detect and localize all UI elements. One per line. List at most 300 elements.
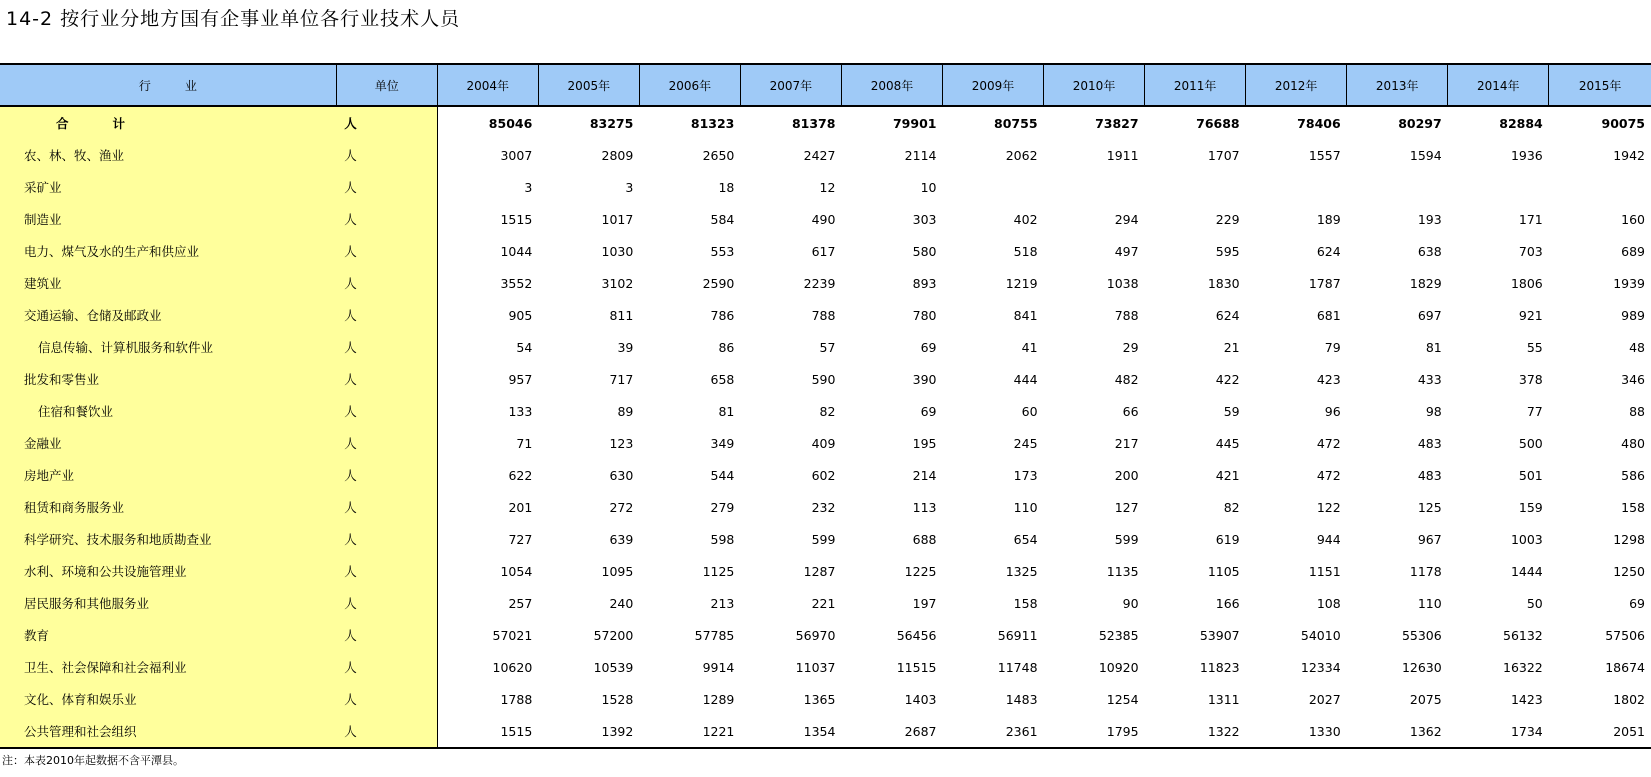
value-cell: 944 <box>1316 531 1341 547</box>
value-cell: 10920 <box>1098 659 1139 675</box>
value-cell: 279 <box>710 499 735 515</box>
value-cell: 88 <box>1629 403 1645 419</box>
value-cell: 905 <box>508 307 533 323</box>
value-cell: 159 <box>1518 499 1543 515</box>
industry-name: 居民服务和其他服务业 <box>0 587 336 619</box>
value-cell: 2062 <box>1005 147 1038 163</box>
value-cell: 622 <box>508 467 533 483</box>
value-cell: 788 <box>1114 307 1139 323</box>
value-cell: 617 <box>811 243 836 259</box>
value-cell: 501 <box>1518 467 1543 483</box>
value-cell: 1403 <box>904 691 937 707</box>
header-year: 2006年 <box>639 64 740 106</box>
header-year: 2013年 <box>1347 64 1448 106</box>
value-cell: 1044 <box>500 243 533 259</box>
value-cell: 2051 <box>1549 715 1651 748</box>
value-cell: 54010 <box>1300 627 1341 643</box>
value-cell: 518 <box>1013 243 1038 259</box>
header-row <box>0 64 1651 106</box>
value-cell: 1707 <box>1207 147 1240 163</box>
value-cell: 11515 <box>896 659 937 675</box>
value-cell: 1939 <box>1613 275 1645 291</box>
value-cell: 171 <box>1518 211 1543 227</box>
value-cell: 599 <box>1114 531 1139 547</box>
unit-cell: 人 <box>336 235 437 267</box>
table-row <box>0 235 1651 267</box>
value-cell: 681 <box>1316 307 1341 323</box>
value-cell: 10 <box>920 179 937 195</box>
value-cell: 125 <box>1417 499 1442 515</box>
value-cell: 1423 <box>1510 691 1543 707</box>
value-cell: 1322 <box>1145 715 1246 748</box>
value-cell: 57200 <box>593 627 634 643</box>
value-cell: 480 <box>1621 435 1645 451</box>
value-cell: 378 <box>1518 371 1543 387</box>
value-cell: 54 <box>516 339 533 355</box>
value-cell: 173 <box>1013 467 1038 483</box>
value-cell: 12 <box>819 179 836 195</box>
value-cell: 1594 <box>1409 147 1442 163</box>
value-cell <box>1347 171 1448 203</box>
value-cell: 689 <box>1621 243 1645 259</box>
value-cell: 3007 <box>500 147 533 163</box>
value-cell: 483 <box>1417 467 1442 483</box>
value-cell: 48 <box>1629 339 1645 355</box>
table-row <box>0 331 1651 363</box>
industry-name: 房地产业 <box>0 459 336 491</box>
value-cell: 193 <box>1417 211 1442 227</box>
value-cell: 1528 <box>601 691 634 707</box>
value-cell: 1787 <box>1308 275 1341 291</box>
value-cell: 1788 <box>500 691 533 707</box>
header-year: 2008年 <box>841 64 942 106</box>
value-cell: 79901 <box>892 115 937 131</box>
value-cell: 921 <box>1518 307 1543 323</box>
industry-name: 制造业 <box>0 203 336 235</box>
value-cell: 11037 <box>795 659 836 675</box>
value-cell: 189 <box>1316 211 1341 227</box>
table-row <box>0 587 1651 619</box>
value-cell: 1802 <box>1613 691 1645 707</box>
value-cell: 82884 <box>1499 115 1543 131</box>
value-cell: 80755 <box>994 115 1038 131</box>
value-cell: 60 <box>1021 403 1038 419</box>
value-cell: 717 <box>609 371 634 387</box>
value-cell: 79 <box>1324 339 1341 355</box>
value-cell: 9914 <box>702 659 735 675</box>
value-cell: 55306 <box>1401 627 1442 643</box>
value-cell: 1225 <box>904 563 937 579</box>
value-cell: 123 <box>609 435 634 451</box>
value-cell: 272 <box>609 499 634 515</box>
value-cell: 66 <box>1122 403 1139 419</box>
value-cell: 18674 <box>1605 659 1645 675</box>
value-cell: 96 <box>1324 403 1341 419</box>
value-cell: 56132 <box>1503 627 1543 643</box>
value-cell: 110 <box>1417 595 1442 611</box>
value-cell: 727 <box>508 531 533 547</box>
value-cell: 1557 <box>1308 147 1341 163</box>
industry-name: 金融业 <box>0 427 336 459</box>
value-cell: 10539 <box>593 659 634 675</box>
value-cell: 245 <box>1013 435 1038 451</box>
value-cell: 1151 <box>1308 563 1341 579</box>
value-cell: 1365 <box>803 691 836 707</box>
value-cell: 421 <box>1215 467 1240 483</box>
value-cell: 1125 <box>702 563 735 579</box>
value-cell: 2027 <box>1308 691 1341 707</box>
value-cell: 56970 <box>795 627 836 643</box>
value-cell: 83275 <box>589 115 634 131</box>
value-cell: 2809 <box>601 147 634 163</box>
unit-cell: 人 <box>336 106 437 139</box>
industry-name: 批发和零售业 <box>0 363 336 395</box>
value-cell: 500 <box>1518 435 1543 451</box>
value-cell: 78406 <box>1297 115 1341 131</box>
value-cell: 53907 <box>1199 627 1240 643</box>
value-cell: 12630 <box>1401 659 1442 675</box>
value-cell: 654 <box>1013 531 1038 547</box>
value-cell: 229 <box>1215 211 1240 227</box>
value-cell: 422 <box>1215 371 1240 387</box>
value-cell: 55 <box>1526 339 1543 355</box>
value-cell: 1806 <box>1510 275 1543 291</box>
value-cell: 240 <box>609 595 634 611</box>
value-cell: 81378 <box>791 115 836 131</box>
value-cell: 598 <box>710 531 735 547</box>
value-cell: 1250 <box>1613 563 1645 579</box>
industry-name: 租赁和商务服务业 <box>0 491 336 523</box>
value-cell: 1942 <box>1613 147 1645 163</box>
value-cell: 81 <box>718 403 735 419</box>
value-cell: 433 <box>1417 371 1442 387</box>
value-cell: 76688 <box>1196 115 1240 131</box>
value-cell: 1054 <box>500 563 533 579</box>
unit-cell: 人 <box>336 139 437 171</box>
value-cell: 57506 <box>1605 627 1645 643</box>
value-cell: 423 <box>1316 371 1341 387</box>
value-cell: 232 <box>811 499 836 515</box>
value-cell: 780 <box>912 307 937 323</box>
value-cell: 1483 <box>1005 691 1038 707</box>
value-cell: 1095 <box>601 563 634 579</box>
value-cell <box>1044 171 1145 203</box>
value-cell: 1135 <box>1106 563 1139 579</box>
value-cell: 1734 <box>1448 715 1549 748</box>
value-cell: 553 <box>710 243 735 259</box>
value-cell: 586 <box>1621 467 1645 483</box>
value-cell: 56456 <box>896 627 937 643</box>
value-cell: 1829 <box>1409 275 1442 291</box>
value-cell: 2239 <box>803 275 836 291</box>
value-cell: 133 <box>508 403 533 419</box>
industry-name: 住宿和餐饮业 <box>0 395 336 427</box>
value-cell: 50 <box>1526 595 1543 611</box>
table-row <box>0 683 1651 715</box>
value-cell: 201 <box>508 499 533 515</box>
value-cell: 658 <box>710 371 735 387</box>
value-cell: 624 <box>1215 307 1240 323</box>
value-cell: 1830 <box>1207 275 1240 291</box>
industry-name: 信息传输、计算机服务和软件业 <box>0 331 336 363</box>
value-cell: 811 <box>609 307 634 323</box>
value-cell: 1515 <box>500 211 533 227</box>
unit-cell: 人 <box>336 587 437 619</box>
value-cell: 2075 <box>1409 691 1442 707</box>
value-cell: 1254 <box>1106 691 1139 707</box>
value-cell: 89 <box>617 403 634 419</box>
unit-cell: 人 <box>336 619 437 651</box>
value-cell: 57021 <box>492 627 533 643</box>
industry-name: 采矿业 <box>0 171 336 203</box>
table-row <box>0 427 1651 459</box>
value-cell: 158 <box>1621 499 1645 515</box>
industry-name: 科学研究、技术服务和地质勘查业 <box>0 523 336 555</box>
value-cell: 98 <box>1425 403 1442 419</box>
table-row <box>0 203 1651 235</box>
value-cell: 444 <box>1013 371 1038 387</box>
value-cell: 788 <box>811 307 836 323</box>
industry-name: 公共管理和社会组织 <box>0 715 336 748</box>
unit-cell: 人 <box>336 651 437 683</box>
value-cell: 893 <box>912 275 937 291</box>
value-cell: 1287 <box>803 563 836 579</box>
header-year: 2014年 <box>1448 64 1549 106</box>
value-cell: 158 <box>1013 595 1038 611</box>
value-cell: 1392 <box>538 715 639 748</box>
value-cell: 73827 <box>1095 115 1139 131</box>
value-cell: 1219 <box>1005 275 1038 291</box>
table-row <box>0 267 1651 299</box>
value-cell: 1038 <box>1106 275 1139 291</box>
value-cell: 85046 <box>488 115 533 131</box>
value-cell: 214 <box>912 467 937 483</box>
value-cell: 630 <box>609 467 634 483</box>
value-cell: 482 <box>1114 371 1139 387</box>
value-cell: 200 <box>1114 467 1139 483</box>
unit-cell: 人 <box>336 267 437 299</box>
value-cell: 1795 <box>1044 715 1145 748</box>
value-cell: 69 <box>1629 595 1645 611</box>
value-cell: 57785 <box>694 627 735 643</box>
value-cell: 1178 <box>1409 563 1442 579</box>
value-cell <box>1145 171 1246 203</box>
table-row <box>0 555 1651 587</box>
value-cell: 1515 <box>437 715 538 748</box>
page-title: 14-2 按行业分地方国有企事业单位各行业技术人员 <box>6 8 461 30</box>
header-year: 2009年 <box>942 64 1043 106</box>
value-cell: 590 <box>811 371 836 387</box>
value-cell: 122 <box>1316 499 1341 515</box>
data-table <box>0 63 1651 749</box>
header-year: 2011年 <box>1145 64 1246 106</box>
value-cell: 3 <box>524 179 533 195</box>
value-cell <box>1549 171 1651 203</box>
value-cell: 490 <box>811 211 836 227</box>
table-row <box>0 299 1651 331</box>
value-cell: 195 <box>912 435 937 451</box>
value-cell: 217 <box>1114 435 1139 451</box>
table-row <box>0 395 1651 427</box>
value-cell: 989 <box>1621 307 1645 323</box>
unit-cell: 人 <box>336 459 437 491</box>
value-cell: 69 <box>920 403 937 419</box>
value-cell: 483 <box>1417 435 1442 451</box>
value-cell: 497 <box>1114 243 1139 259</box>
value-cell: 580 <box>912 243 937 259</box>
value-cell: 16322 <box>1503 659 1543 675</box>
value-cell: 786 <box>710 307 735 323</box>
unit-cell: 人 <box>336 683 437 715</box>
value-cell: 2687 <box>841 715 942 748</box>
value-cell: 349 <box>710 435 735 451</box>
value-cell: 81323 <box>690 115 735 131</box>
value-cell: 1444 <box>1510 563 1543 579</box>
industry-name: 交通运输、仓储及邮政业 <box>0 299 336 331</box>
value-cell: 82 <box>819 403 836 419</box>
header-year: 2015年 <box>1549 64 1651 106</box>
value-cell: 697 <box>1417 307 1442 323</box>
value-cell: 409 <box>811 435 836 451</box>
header-year: 2005年 <box>538 64 639 106</box>
value-cell: 113 <box>912 499 937 515</box>
table-row <box>0 523 1651 555</box>
value-cell: 1936 <box>1510 147 1543 163</box>
value-cell: 3552 <box>500 275 533 291</box>
value-cell: 71 <box>516 435 533 451</box>
table-row <box>0 171 1651 203</box>
value-cell: 11748 <box>997 659 1038 675</box>
value-cell: 21 <box>1223 339 1240 355</box>
value-cell: 1911 <box>1106 147 1139 163</box>
unit-cell: 人 <box>336 395 437 427</box>
total-row <box>0 106 1651 139</box>
value-cell: 3102 <box>601 275 634 291</box>
unit-cell: 人 <box>336 171 437 203</box>
value-cell: 57 <box>819 339 836 355</box>
value-cell: 619 <box>1215 531 1240 547</box>
industry-name: 合计 <box>0 106 336 139</box>
value-cell: 544 <box>710 467 735 483</box>
value-cell: 90 <box>1122 595 1139 611</box>
value-cell: 2427 <box>803 147 836 163</box>
value-cell: 703 <box>1518 243 1543 259</box>
table-row <box>0 491 1651 523</box>
value-cell: 841 <box>1013 307 1038 323</box>
industry-name: 电力、煤气及水的生产和供应业 <box>0 235 336 267</box>
value-cell: 29 <box>1122 339 1139 355</box>
value-cell: 595 <box>1215 243 1240 259</box>
value-cell: 197 <box>912 595 937 611</box>
industry-name: 教育 <box>0 619 336 651</box>
unit-cell: 人 <box>336 523 437 555</box>
table-row <box>0 715 1651 748</box>
value-cell: 390 <box>912 371 937 387</box>
value-cell: 56911 <box>997 627 1038 643</box>
value-cell: 108 <box>1316 595 1341 611</box>
value-cell: 77 <box>1526 403 1543 419</box>
unit-cell: 人 <box>336 491 437 523</box>
value-cell: 2114 <box>904 147 937 163</box>
header-year: 2007年 <box>740 64 841 106</box>
industry-name: 卫生、社会保障和社会福利业 <box>0 651 336 683</box>
value-cell: 957 <box>508 371 533 387</box>
value-cell: 346 <box>1621 371 1645 387</box>
industry-name: 水利、环境和公共设施管理业 <box>0 555 336 587</box>
footnote: 注：本表2010年起数据不含平潭县。 <box>2 754 184 767</box>
value-cell: 1030 <box>601 243 634 259</box>
value-cell: 402 <box>1013 211 1038 227</box>
value-cell: 1311 <box>1207 691 1240 707</box>
value-cell: 1362 <box>1347 715 1448 748</box>
value-cell: 584 <box>710 211 735 227</box>
table-row <box>0 459 1651 491</box>
value-cell: 688 <box>912 531 937 547</box>
unit-cell: 人 <box>336 427 437 459</box>
value-cell: 639 <box>609 531 634 547</box>
value-cell: 1289 <box>702 691 735 707</box>
value-cell <box>942 171 1043 203</box>
value-cell: 445 <box>1215 435 1240 451</box>
header-year: 2010年 <box>1044 64 1145 106</box>
unit-cell: 人 <box>336 363 437 395</box>
header-unit: 单位 <box>336 64 437 106</box>
industry-name: 农、林、牧、渔业 <box>0 139 336 171</box>
header-year: 2012年 <box>1246 64 1347 106</box>
value-cell: 127 <box>1114 499 1139 515</box>
table-row <box>0 363 1651 395</box>
unit-cell: 人 <box>336 299 437 331</box>
value-cell: 624 <box>1316 243 1341 259</box>
value-cell: 166 <box>1215 595 1240 611</box>
unit-cell: 人 <box>336 555 437 587</box>
unit-cell: 人 <box>336 203 437 235</box>
header-industry: 行业 <box>0 64 336 106</box>
value-cell: 90075 <box>1601 115 1645 131</box>
value-cell: 41 <box>1021 339 1038 355</box>
industry-name: 文化、体育和娱乐业 <box>0 683 336 715</box>
value-cell: 1298 <box>1613 531 1645 547</box>
unit-cell: 人 <box>336 331 437 363</box>
value-cell: 11823 <box>1199 659 1240 675</box>
value-cell: 12334 <box>1300 659 1341 675</box>
value-cell: 80297 <box>1398 115 1442 131</box>
value-cell: 602 <box>811 467 836 483</box>
header-year: 2004年 <box>437 64 538 106</box>
value-cell: 2361 <box>942 715 1043 748</box>
value-cell: 52385 <box>1098 627 1139 643</box>
value-cell: 3 <box>625 179 634 195</box>
value-cell: 86 <box>718 339 735 355</box>
value-cell: 69 <box>920 339 937 355</box>
value-cell: 110 <box>1013 499 1038 515</box>
value-cell: 257 <box>508 595 533 611</box>
value-cell: 638 <box>1417 243 1442 259</box>
value-cell: 39 <box>617 339 634 355</box>
value-cell: 2650 <box>702 147 735 163</box>
value-cell: 1017 <box>601 211 634 227</box>
value-cell: 59 <box>1223 403 1240 419</box>
table-row <box>0 619 1651 651</box>
value-cell: 472 <box>1316 435 1341 451</box>
value-cell: 81 <box>1425 339 1442 355</box>
value-cell: 2590 <box>702 275 735 291</box>
unit-cell: 人 <box>336 715 437 748</box>
value-cell: 1003 <box>1510 531 1543 547</box>
industry-name: 建筑业 <box>0 267 336 299</box>
table-row <box>0 139 1651 171</box>
table-row <box>0 651 1651 683</box>
